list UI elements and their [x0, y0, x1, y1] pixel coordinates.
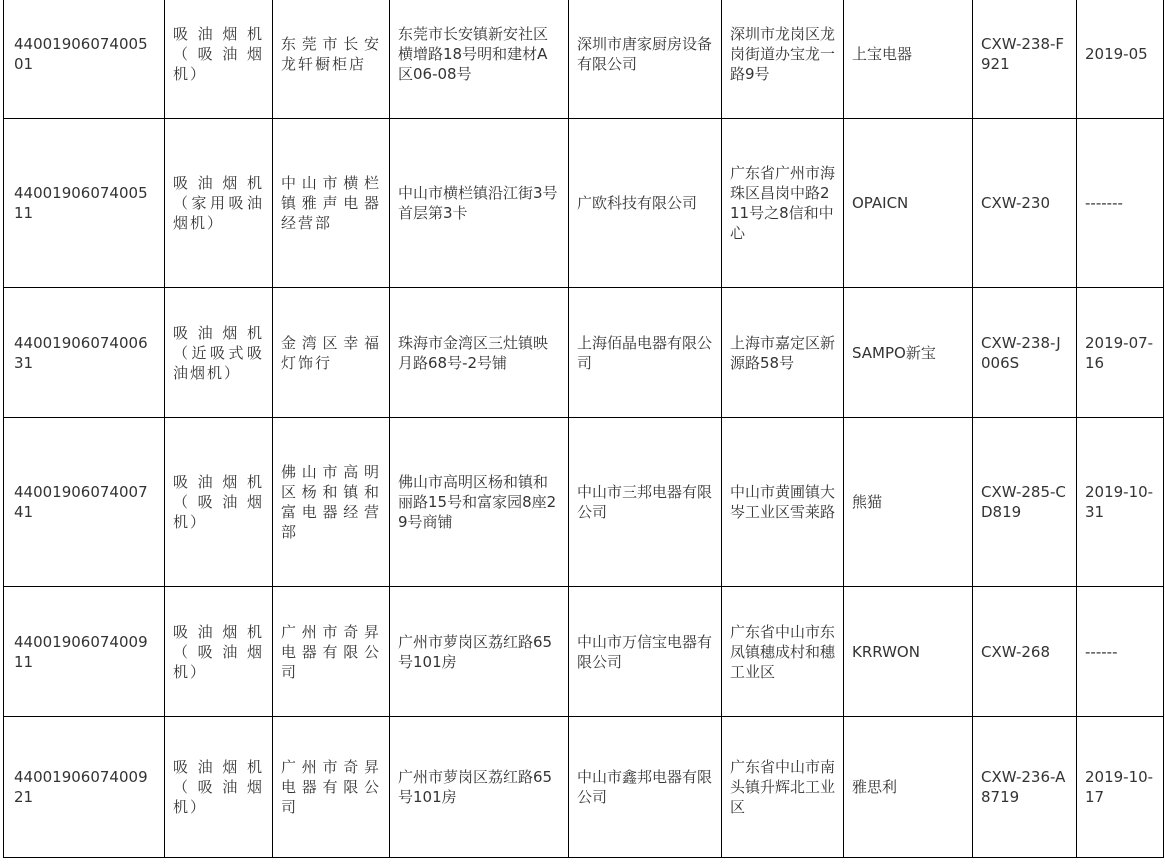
cell-manufacturer-address: 广东省广州市海珠区昌岗中路211号之8信和中心 [722, 119, 844, 288]
cell-manufacturer-address: 中山市黄圃镇大岑工业区雪莱路 [722, 418, 844, 587]
cell-brand: 熊猫 [844, 418, 973, 587]
cell-seller: 中山市横栏镇雅声电器经营部 [273, 119, 390, 288]
cell-id: 4400190607400921 [4, 717, 165, 858]
cell-seller-address: 珠海市金湾区三灶镇映月路68号-2号铺 [390, 288, 569, 418]
cell-model: CXW-238-J006S [973, 288, 1077, 418]
cell-seller-address: 广州市萝岗区荔红路65号101房 [390, 717, 569, 858]
cell-id: 4400190607400501 [4, 0, 165, 119]
cell-model: CXW-285-CD819 [973, 418, 1077, 587]
cell-manufacturer: 中山市鑫邦电器有限公司 [569, 717, 722, 858]
cell-seller: 广州市奇昇电器有限公司 [273, 717, 390, 858]
cell-manufacturer: 上海佰晶电器有限公司 [569, 288, 722, 418]
cell-date: 2019-05 [1077, 0, 1164, 119]
cell-date: ------- [1077, 119, 1164, 288]
cell-brand: 雅思利 [844, 717, 973, 858]
cell-manufacturer: 深圳市唐家厨房设备有限公司 [569, 0, 722, 119]
table-row [4, 0, 1164, 119]
cell-seller-address: 东莞市长安镇新安社区横增路18号明和建材A区06-08号 [390, 0, 569, 119]
cell-date: 2019-10-31 [1077, 418, 1164, 587]
cell-id: 4400190607400631 [4, 288, 165, 418]
cell-model: CXW-238-F921 [973, 0, 1077, 119]
cell-product: 吸油烟机（家用吸油烟机） [165, 119, 273, 288]
cell-id: 4400190607400511 [4, 119, 165, 288]
cell-seller: 广州市奇昇电器有限公司 [273, 587, 390, 717]
product-table [3, 0, 1164, 858]
cell-seller-address: 中山市横栏镇沿江街3号首层第3卡 [390, 119, 569, 288]
cell-product: 吸油烟机（吸油烟机） [165, 717, 273, 858]
cell-model: CXW-230 [973, 119, 1077, 288]
table-row [4, 587, 1164, 717]
cell-product: 吸油烟机（近吸式吸油烟机） [165, 288, 273, 418]
cell-product: 吸油烟机（吸油烟机） [165, 0, 273, 119]
cell-manufacturer-address: 深圳市龙岗区龙岗街道办宝龙一路9号 [722, 0, 844, 119]
table-row [4, 418, 1164, 587]
cell-seller: 东莞市长安龙轩橱柜店 [273, 0, 390, 119]
cell-brand: 上宝电器 [844, 0, 973, 119]
cell-seller-address: 广州市萝岗区荔红路65号101房 [390, 587, 569, 717]
cell-brand: SAMPO新宝 [844, 288, 973, 418]
cell-id: 4400190607400741 [4, 418, 165, 587]
cell-seller: 佛山市高明区杨和镇和富电器经营部 [273, 418, 390, 587]
cell-seller-address: 佛山市高明区杨和镇和丽路15号和富家园8座29号商铺 [390, 418, 569, 587]
cell-model: CXW-268 [973, 587, 1077, 717]
cell-id: 4400190607400911 [4, 587, 165, 717]
cell-manufacturer: 中山市万信宝电器有限公司 [569, 587, 722, 717]
cell-product: 吸油烟机（吸油烟机） [165, 418, 273, 587]
cell-date: ------ [1077, 587, 1164, 717]
cell-manufacturer-address: 上海市嘉定区新源路58号 [722, 288, 844, 418]
cell-manufacturer: 广欧科技有限公司 [569, 119, 722, 288]
cell-brand: KRRWON [844, 587, 973, 717]
table-row [4, 119, 1164, 288]
cell-manufacturer: 中山市三邦电器有限公司 [569, 418, 722, 587]
cell-brand: OPAICN [844, 119, 973, 288]
cell-manufacturer-address: 广东省中山市南头镇升辉北工业区 [722, 717, 844, 858]
cell-date: 2019-07-16 [1077, 288, 1164, 418]
table-row [4, 717, 1164, 858]
table-row [4, 288, 1164, 418]
cell-seller: 金湾区幸福灯饰行 [273, 288, 390, 418]
cell-model: CXW-236-A8719 [973, 717, 1077, 858]
cell-date: 2019-10-17 [1077, 717, 1164, 858]
cell-product: 吸油烟机（吸油烟机） [165, 587, 273, 717]
cell-manufacturer-address: 广东省中山市东凤镇穗成村和穗工业区 [722, 587, 844, 717]
